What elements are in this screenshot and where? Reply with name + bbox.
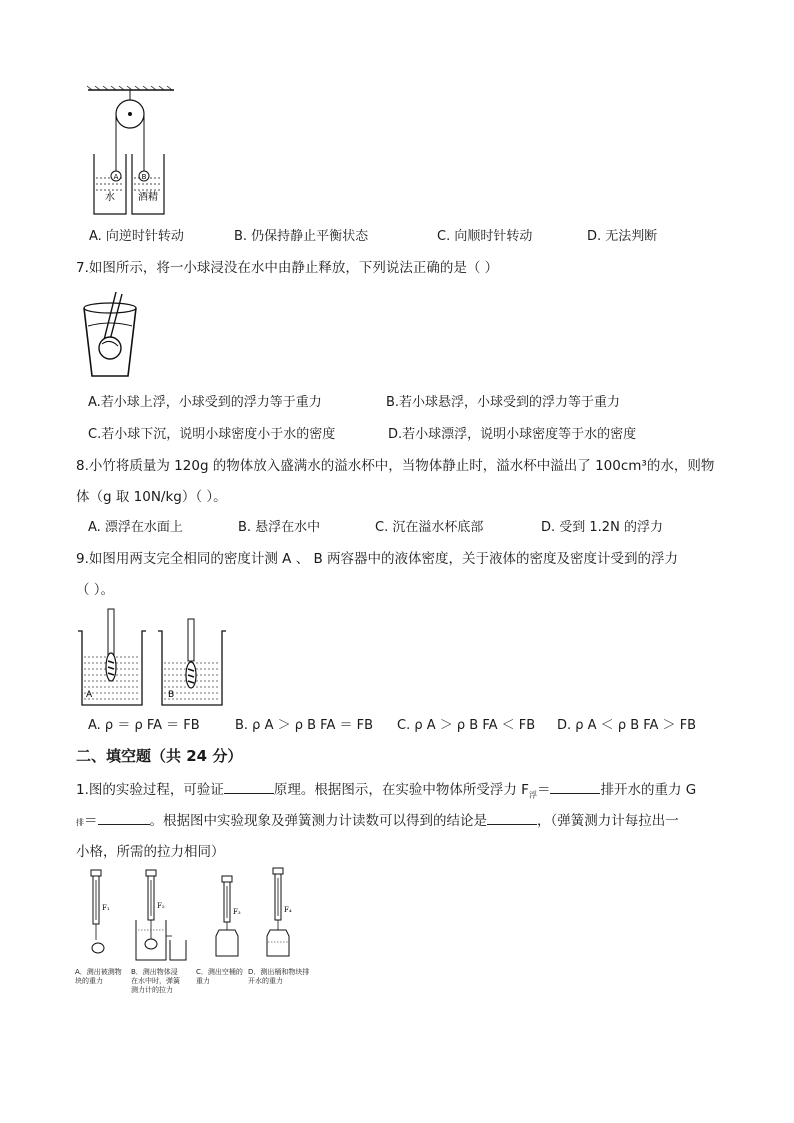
s2-q1-line3: 小格，所需的拉力相同） xyxy=(76,844,225,860)
s2-caption-d: D．测出桶和物块排开水的重力 xyxy=(248,968,310,985)
q9-option-c: C. ρ A ＞ ρ B FA ＜ FB xyxy=(397,718,536,733)
q8-stem-line2: 体（g 取 10N/kg）（ ）。 xyxy=(76,489,227,505)
q6-option-a: A. 向逆时针转动 xyxy=(89,229,184,244)
q6-option-d: D. 无法判断 xyxy=(587,229,658,244)
s2-caption-c: C．测出空桶的重力 xyxy=(196,968,243,985)
s2-fig-f4: F₄ xyxy=(284,906,292,914)
s2-caption-b: B．测出物体浸在水中时，弹簧测力计的拉力 xyxy=(131,968,180,994)
q6-pulley-figure xyxy=(86,86,176,216)
s2-q1-blank-principle[interactable] xyxy=(224,781,274,794)
s2-q1-text-a: 1.图的实验过程，可验证 xyxy=(76,782,224,798)
s2-fig-f2: F₂ xyxy=(157,902,165,910)
q8-option-b: B. 悬浮在水中 xyxy=(238,520,321,535)
q6-option-b: B. 仍保持静止平衡状态 xyxy=(234,229,369,244)
q6-ball-b-label: B xyxy=(141,173,147,181)
q9-beaker-b-label: B xyxy=(168,690,175,700)
section2-title: 二、填空题（共 24 分） xyxy=(76,747,243,765)
q7-option-b: B.若小球悬浮，小球受到的浮力等于重力 xyxy=(386,395,621,410)
s2-q1-text-f: 。根据图中实验现象及弹簧测力计读数可以得到的结论是 xyxy=(149,813,487,829)
s2-q1-text-d: 排开水的重力 G xyxy=(600,782,697,798)
s2-q1-blank-conclusion[interactable] xyxy=(487,812,537,825)
s2-q1-text-b: 原理。根据图示，在实验中物体所受浮力 F xyxy=(273,782,529,798)
q9-hydrometer-figure xyxy=(76,605,236,710)
q9-stem-line2: （ ）。 xyxy=(76,582,115,598)
q8-option-c: C. 沉在溢水杯底部 xyxy=(375,520,484,535)
q9-option-a: A. ρ ＝ ρ FA ＝ FB xyxy=(88,718,200,733)
q6-option-c: C. 向顺时针转动 xyxy=(437,229,533,244)
q6-ball-a-label: A xyxy=(113,173,119,181)
s2-caption-a: A．测出被测物块的重力 xyxy=(75,968,122,985)
s2-q1-experiment-figure xyxy=(74,866,319,966)
s2-q1-text-c: ＝ xyxy=(536,782,551,798)
q6-water-label: 水 xyxy=(105,192,115,203)
s2-q1-text-e: ＝ xyxy=(84,813,98,829)
q7-option-c: C.若小球下沉，说明小球密度小于水的密度 xyxy=(88,427,336,442)
s2-q1-text-g: ，（弹簧测力计每拉出一 xyxy=(537,813,679,829)
s2-q1-blank-weight[interactable] xyxy=(98,812,150,825)
q9-option-d: D. ρ A ＜ ρ B FA ＞ FB xyxy=(557,718,697,733)
q6-alcohol-label: 酒精 xyxy=(138,192,158,203)
q9-option-b: B. ρ A ＞ ρ B FA ＝ FB xyxy=(235,718,373,733)
s2-q1-sub-float: 浮 xyxy=(528,790,537,800)
s2-fig-f3: F₃ xyxy=(233,908,241,916)
q8-option-d: D. 受到 1.2N 的浮力 xyxy=(541,520,663,535)
s2-q1-blank-buoyancy[interactable] xyxy=(550,781,600,794)
q8-option-a: A. 漂浮在水面上 xyxy=(88,520,183,535)
s2-fig-f1: F₁ xyxy=(102,904,110,912)
s2-q1-line2 xyxy=(76,812,679,832)
q9-stem-line1: 9.如图用两支完全相同的密度计测 A 、 B 两容器中的液体密度，关于液体的密度及密度计受到的浮力 xyxy=(76,551,679,567)
s2-q1-sub-pai: 排 xyxy=(76,818,84,827)
q7-option-a: A.若小球上浮，小球受到的浮力等于重力 xyxy=(88,395,322,410)
q7-cup-figure xyxy=(80,290,140,380)
q9-beaker-a-label: A xyxy=(86,690,93,700)
q7-stem: 7.如图所示，将一小球浸没在水中由静止释放，下列说法正确的是（ ） xyxy=(76,260,499,276)
q7-option-d: D.若小球漂浮，说明小球密度等于水的密度 xyxy=(388,427,637,442)
q8-stem-line1: 8.小竹将质量为 120g 的物体放入盛满水的溢水杯中，当物体静止时，溢水杯中溢出了 100cm³的水，则物 xyxy=(76,458,715,474)
s2-q1-line1 xyxy=(76,781,696,805)
